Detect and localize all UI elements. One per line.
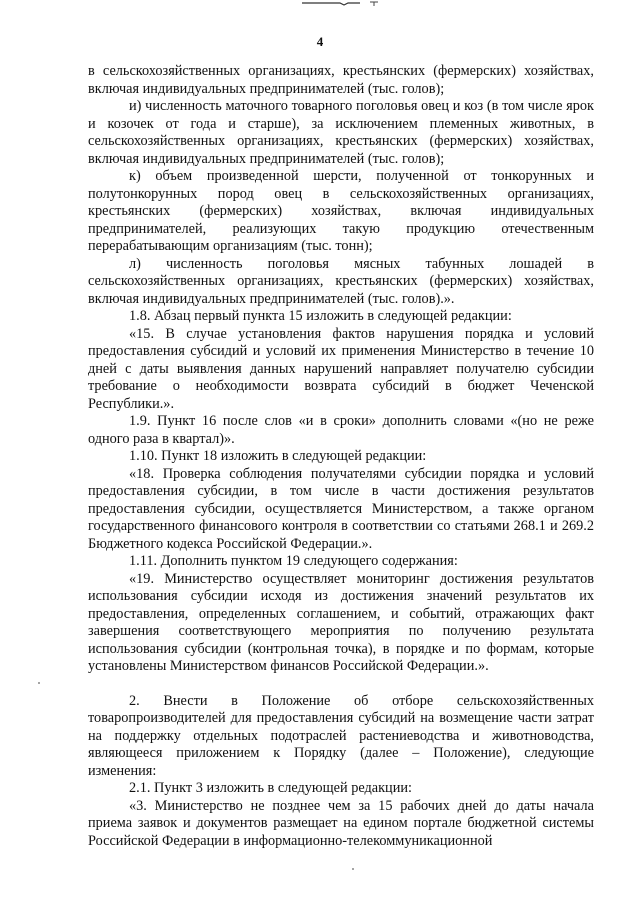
paragraph-2: 2. Внести в Положение об отборе сельскохозяйственных товаропроизводителей для предоставления субсидий на возмещение части затрат на поддержку отдельных подотраслей растениеводства и животноводства, являющееся приложением к Порядку (далее – Положение), следующие изменения:: [88, 692, 594, 779]
document-body: [88, 63, 594, 850]
paragraph-continuation: в сельскохозяйственных организациях, крестьянских (фермерских) хозяйствах, включая индивидуальных предпринимателей (тыс. голов);: [88, 63, 594, 97]
paragraph-quote-19: «19. Министерство осуществляет мониторинг достижения результатов использования субсидии исходя из достижения значений результатов их предоставления, определенных соглашением, и событий, отражающих факт завершения соответствующего мероприятия по получению результата использования субсидии (контрольная точка), в порядке и по формам, которые установлены Министерством финансов Российской Федерации.».: [88, 570, 594, 674]
paragraph-item-l: л) численность поголовья мясных табунных лошадей в сельскохозяйственных организациях, крестьянских (фермерских) хозяйствах, включая индивидуальных предпринимателей (тыс. голов).».: [88, 255, 594, 307]
paragraph-1-10: 1.10. Пункт 18 изложить в следующей редакции:: [129, 448, 427, 464]
paragraph-1-9: 1.9. Пункт 16 после слов «и в сроки» дополнить словами «(но не реже одного раза в квартал)».: [88, 413, 594, 447]
paragraph-quote-3: «3. Министерство не позднее чем за 15 рабочих дней до даты начала приема заявок и документов размещает на едином портале бюджетной системы Российской Федерации в информационно-телекоммуникационной: [88, 797, 594, 849]
paragraph-item-k: к) объем произведенной шерсти, полученной от тонкорунных и полутонкорунных пород овец в сельскохозяйственных организациях, крестьянских (фермерских) хозяйствах, включая индивидуальных предпринимателей, реализующих такую продукцию отечественным перерабатывающим организациям (тыс. тонн);: [88, 168, 594, 254]
page-number: 4: [316, 34, 324, 49]
paragraph-1-8: 1.8. Абзац первый пункта 15 изложить в следующей редакции:: [129, 308, 512, 324]
paragraph-quote-15: «15. В случае установления фактов нарушения порядка и условий предоставления субсидий и условий их применения Министерство в течение 10 дней с даты выявления данных нарушений направляет получателю субсидии требование о необходимости возврата субсидий в бюджет Чеченской Республики.».: [88, 325, 594, 412]
scan-speck: [38, 682, 40, 684]
paragraph-2-1: 2.1. Пункт 3 изложить в следующей редакции:: [129, 780, 412, 796]
scan-artifact-mark: [300, 0, 390, 8]
paragraph-1-11: 1.11. Дополнить пунктом 19 следующего содержания:: [129, 553, 458, 569]
scan-speck: [352, 868, 354, 870]
paragraph-quote-18: «18. Проверка соблюдения получателями субсидии порядка и условий предоставления субсидии, в том числе в части достижения результатов предоставления субсидии, осуществляется Министерством, а также органом государственного финансового контроля в соответствии со статьями 268.1 и 269.2 Бюджетного кодекса Российской Федерации.».: [88, 465, 594, 552]
paragraph-item-i: и) численность маточного товарного поголовья овец и коз (в том числе ярок и козочек от года и старше), за исключением племенных животных, в сельскохозяйственных организациях, крестьянских (фермерских) хозяйствах, включая индивидуальных предпринимателей (тыс. голов);: [88, 98, 594, 167]
